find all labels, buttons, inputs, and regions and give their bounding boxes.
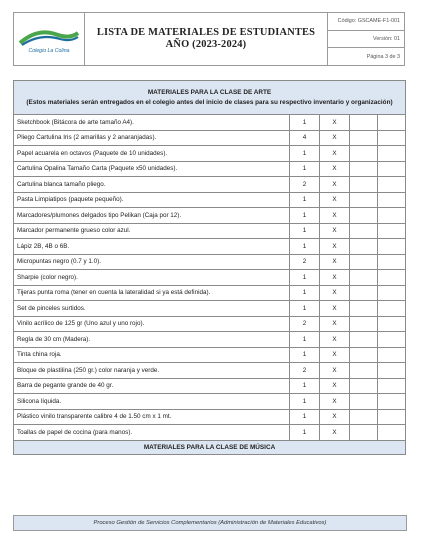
table-row	[14, 425, 406, 441]
item-check-mark: X	[320, 115, 350, 131]
item-quantity: 1	[290, 301, 320, 317]
item-name: Bloque de plastilina (250 gr.) color naranja y verde.	[14, 363, 290, 379]
empty-cell	[350, 270, 378, 286]
empty-cell	[378, 239, 406, 255]
art-section-header	[14, 81, 406, 115]
item-quantity: 1	[290, 161, 320, 177]
table-row	[14, 208, 406, 224]
table-row	[14, 316, 406, 332]
item-name: Sketchbook (Bitácora de arte tamaño A4).	[14, 115, 290, 131]
empty-cell	[378, 332, 406, 348]
item-quantity: 1	[290, 146, 320, 162]
item-check-mark: X	[320, 208, 350, 224]
item-quantity: 1	[290, 347, 320, 363]
art-section-subtitle: (Estos materiales serán entregados en el colegio antes del inicio de clases para su respectivo inventario y organización)	[26, 98, 393, 106]
empty-cell	[350, 192, 378, 208]
table-row	[14, 239, 406, 255]
item-quantity: 2	[290, 316, 320, 332]
item-check-mark: X	[320, 130, 350, 146]
empty-cell	[350, 332, 378, 348]
item-name: Papel acuarela en octavos (Paquete de 10 unidades).	[14, 146, 290, 162]
empty-cell	[378, 270, 406, 286]
item-name: Pasta Limpiatipos (paquete pequeño).	[14, 192, 290, 208]
item-name: Marcadores/plumones delgados tipo Pelikan (Caja por 12).	[14, 208, 290, 224]
item-quantity: 1	[290, 115, 320, 131]
music-section-header	[14, 440, 406, 454]
document-sheet	[13, 12, 405, 455]
empty-cell	[378, 425, 406, 441]
empty-cell	[350, 285, 378, 301]
table-row	[14, 115, 406, 131]
table-row	[14, 254, 406, 270]
item-quantity: 1	[290, 192, 320, 208]
item-check-mark: X	[320, 394, 350, 410]
item-quantity: 1	[290, 409, 320, 425]
empty-cell	[378, 378, 406, 394]
item-check-mark: X	[320, 316, 350, 332]
empty-cell	[350, 208, 378, 224]
empty-cell	[350, 378, 378, 394]
item-name: Plástico vinilo transparente calibre 4 de 1.50 cm x 1 mt.	[14, 409, 290, 425]
empty-cell	[378, 177, 406, 193]
item-name: Silicona líquida.	[14, 394, 290, 410]
item-quantity: 4	[290, 130, 320, 146]
document-header	[13, 12, 405, 66]
item-name: Cartulina Opalina Tamaño Carta (Paquete x50 unidades).	[14, 161, 290, 177]
item-check-mark: X	[320, 285, 350, 301]
item-quantity: 1	[290, 394, 320, 410]
item-check-mark: X	[320, 409, 350, 425]
materials-table	[13, 80, 406, 455]
empty-cell	[378, 115, 406, 131]
table-row	[14, 394, 406, 410]
item-check-mark: X	[320, 254, 350, 270]
table-row	[14, 161, 406, 177]
empty-cell	[350, 409, 378, 425]
empty-cell	[350, 161, 378, 177]
table-row	[14, 270, 406, 286]
empty-cell	[350, 425, 378, 441]
empty-cell	[350, 223, 378, 239]
empty-cell	[378, 208, 406, 224]
art-section-title: MATERIALES PARA LA CLASE DE ARTE	[147, 89, 272, 96]
table-row	[14, 409, 406, 425]
empty-cell	[350, 130, 378, 146]
table-row	[14, 146, 406, 162]
item-name: Tijeras punta roma (tener en cuenta la lateralidad si ya está definida).	[14, 285, 290, 301]
empty-cell	[378, 301, 406, 317]
empty-cell	[378, 161, 406, 177]
item-check-mark: X	[320, 347, 350, 363]
table-row	[14, 363, 406, 379]
item-name: Barra de pegante grande de 40 gr.	[14, 378, 290, 394]
page-number: Página 3 de 3	[366, 53, 400, 60]
empty-cell	[350, 115, 378, 131]
item-quantity: 1	[290, 425, 320, 441]
title-line-2: AÑO (2023-2024)	[165, 39, 247, 50]
table-row	[14, 192, 406, 208]
empty-cell	[378, 146, 406, 162]
table-row	[14, 223, 406, 239]
table-row	[14, 347, 406, 363]
music-section-title: MATERIALES PARA LA CLASE DE MÚSICA	[14, 440, 406, 454]
item-quantity: 1	[290, 270, 320, 286]
item-check-mark: X	[320, 425, 350, 441]
document-code: Código: GSCAME-F1-001	[328, 13, 404, 31]
item-check-mark: X	[320, 270, 350, 286]
item-name: Pliego Cartulina Iris (2 amarillas y 2 anaranjadas).	[14, 130, 290, 146]
item-name: Sharpie (color negro).	[14, 270, 290, 286]
empty-cell	[350, 239, 378, 255]
item-check-mark: X	[320, 378, 350, 394]
item-check-mark: X	[320, 239, 350, 255]
item-check-mark: X	[320, 363, 350, 379]
item-name: Regla de 30 cm (Madera).	[14, 332, 290, 348]
table-row	[14, 130, 406, 146]
document-title	[85, 13, 328, 65]
empty-cell	[378, 394, 406, 410]
document-version: Versión: 01	[328, 31, 404, 49]
empty-cell	[378, 363, 406, 379]
item-name: Vinilo acrílico de 125 gr (Uno azul y uno rojo).	[14, 316, 290, 332]
item-check-mark: X	[320, 301, 350, 317]
item-quantity: 1	[290, 285, 320, 301]
item-quantity: 2	[290, 254, 320, 270]
item-check-mark: X	[320, 192, 350, 208]
item-check-mark: X	[320, 332, 350, 348]
item-quantity: 2	[290, 177, 320, 193]
empty-cell	[350, 394, 378, 410]
item-quantity: 1	[290, 332, 320, 348]
document-footer: Proceso Gestión de Servicios Complementarios (Administración de Materiales Educativos)	[13, 515, 407, 531]
empty-cell	[350, 301, 378, 317]
title-line-1: LISTA DE MATERIALES DE ESTUDIANTES	[96, 27, 316, 38]
school-logo-icon	[18, 25, 80, 47]
table-row	[14, 301, 406, 317]
item-check-mark: X	[320, 177, 350, 193]
empty-cell	[378, 130, 406, 146]
table-row	[14, 285, 406, 301]
item-name: Micropuntas negro (0.7 y 1.0).	[14, 254, 290, 270]
table-row	[14, 332, 406, 348]
empty-cell	[378, 285, 406, 301]
logo	[14, 13, 85, 65]
empty-cell	[378, 223, 406, 239]
item-quantity: 2	[290, 363, 320, 379]
document-meta	[328, 13, 404, 65]
empty-cell	[350, 254, 378, 270]
empty-cell	[350, 347, 378, 363]
empty-cell	[378, 347, 406, 363]
item-name: Lápiz 2B, 4B o 6B.	[14, 239, 290, 255]
table-row	[14, 378, 406, 394]
empty-cell	[378, 192, 406, 208]
empty-cell	[378, 316, 406, 332]
table-row	[14, 177, 406, 193]
empty-cell	[350, 146, 378, 162]
empty-cell	[378, 409, 406, 425]
item-name: Tinta china roja.	[14, 347, 290, 363]
item-quantity: 1	[290, 239, 320, 255]
logo-text: Colegio La Colina	[28, 48, 70, 54]
item-quantity: 1	[290, 208, 320, 224]
empty-cell	[350, 316, 378, 332]
item-check-mark: X	[320, 223, 350, 239]
empty-cell	[350, 177, 378, 193]
empty-cell	[350, 363, 378, 379]
item-name: Toallas de papel de cocina (para manos).	[14, 425, 290, 441]
item-name: Cartulina blanca tamaño pliego.	[14, 177, 290, 193]
item-quantity: 1	[290, 223, 320, 239]
empty-cell	[378, 254, 406, 270]
item-name: Set de pinceles surtidos.	[14, 301, 290, 317]
item-check-mark: X	[320, 161, 350, 177]
item-name: Marcador permanente grueso color azul.	[14, 223, 290, 239]
item-check-mark: X	[320, 146, 350, 162]
item-quantity: 1	[290, 378, 320, 394]
